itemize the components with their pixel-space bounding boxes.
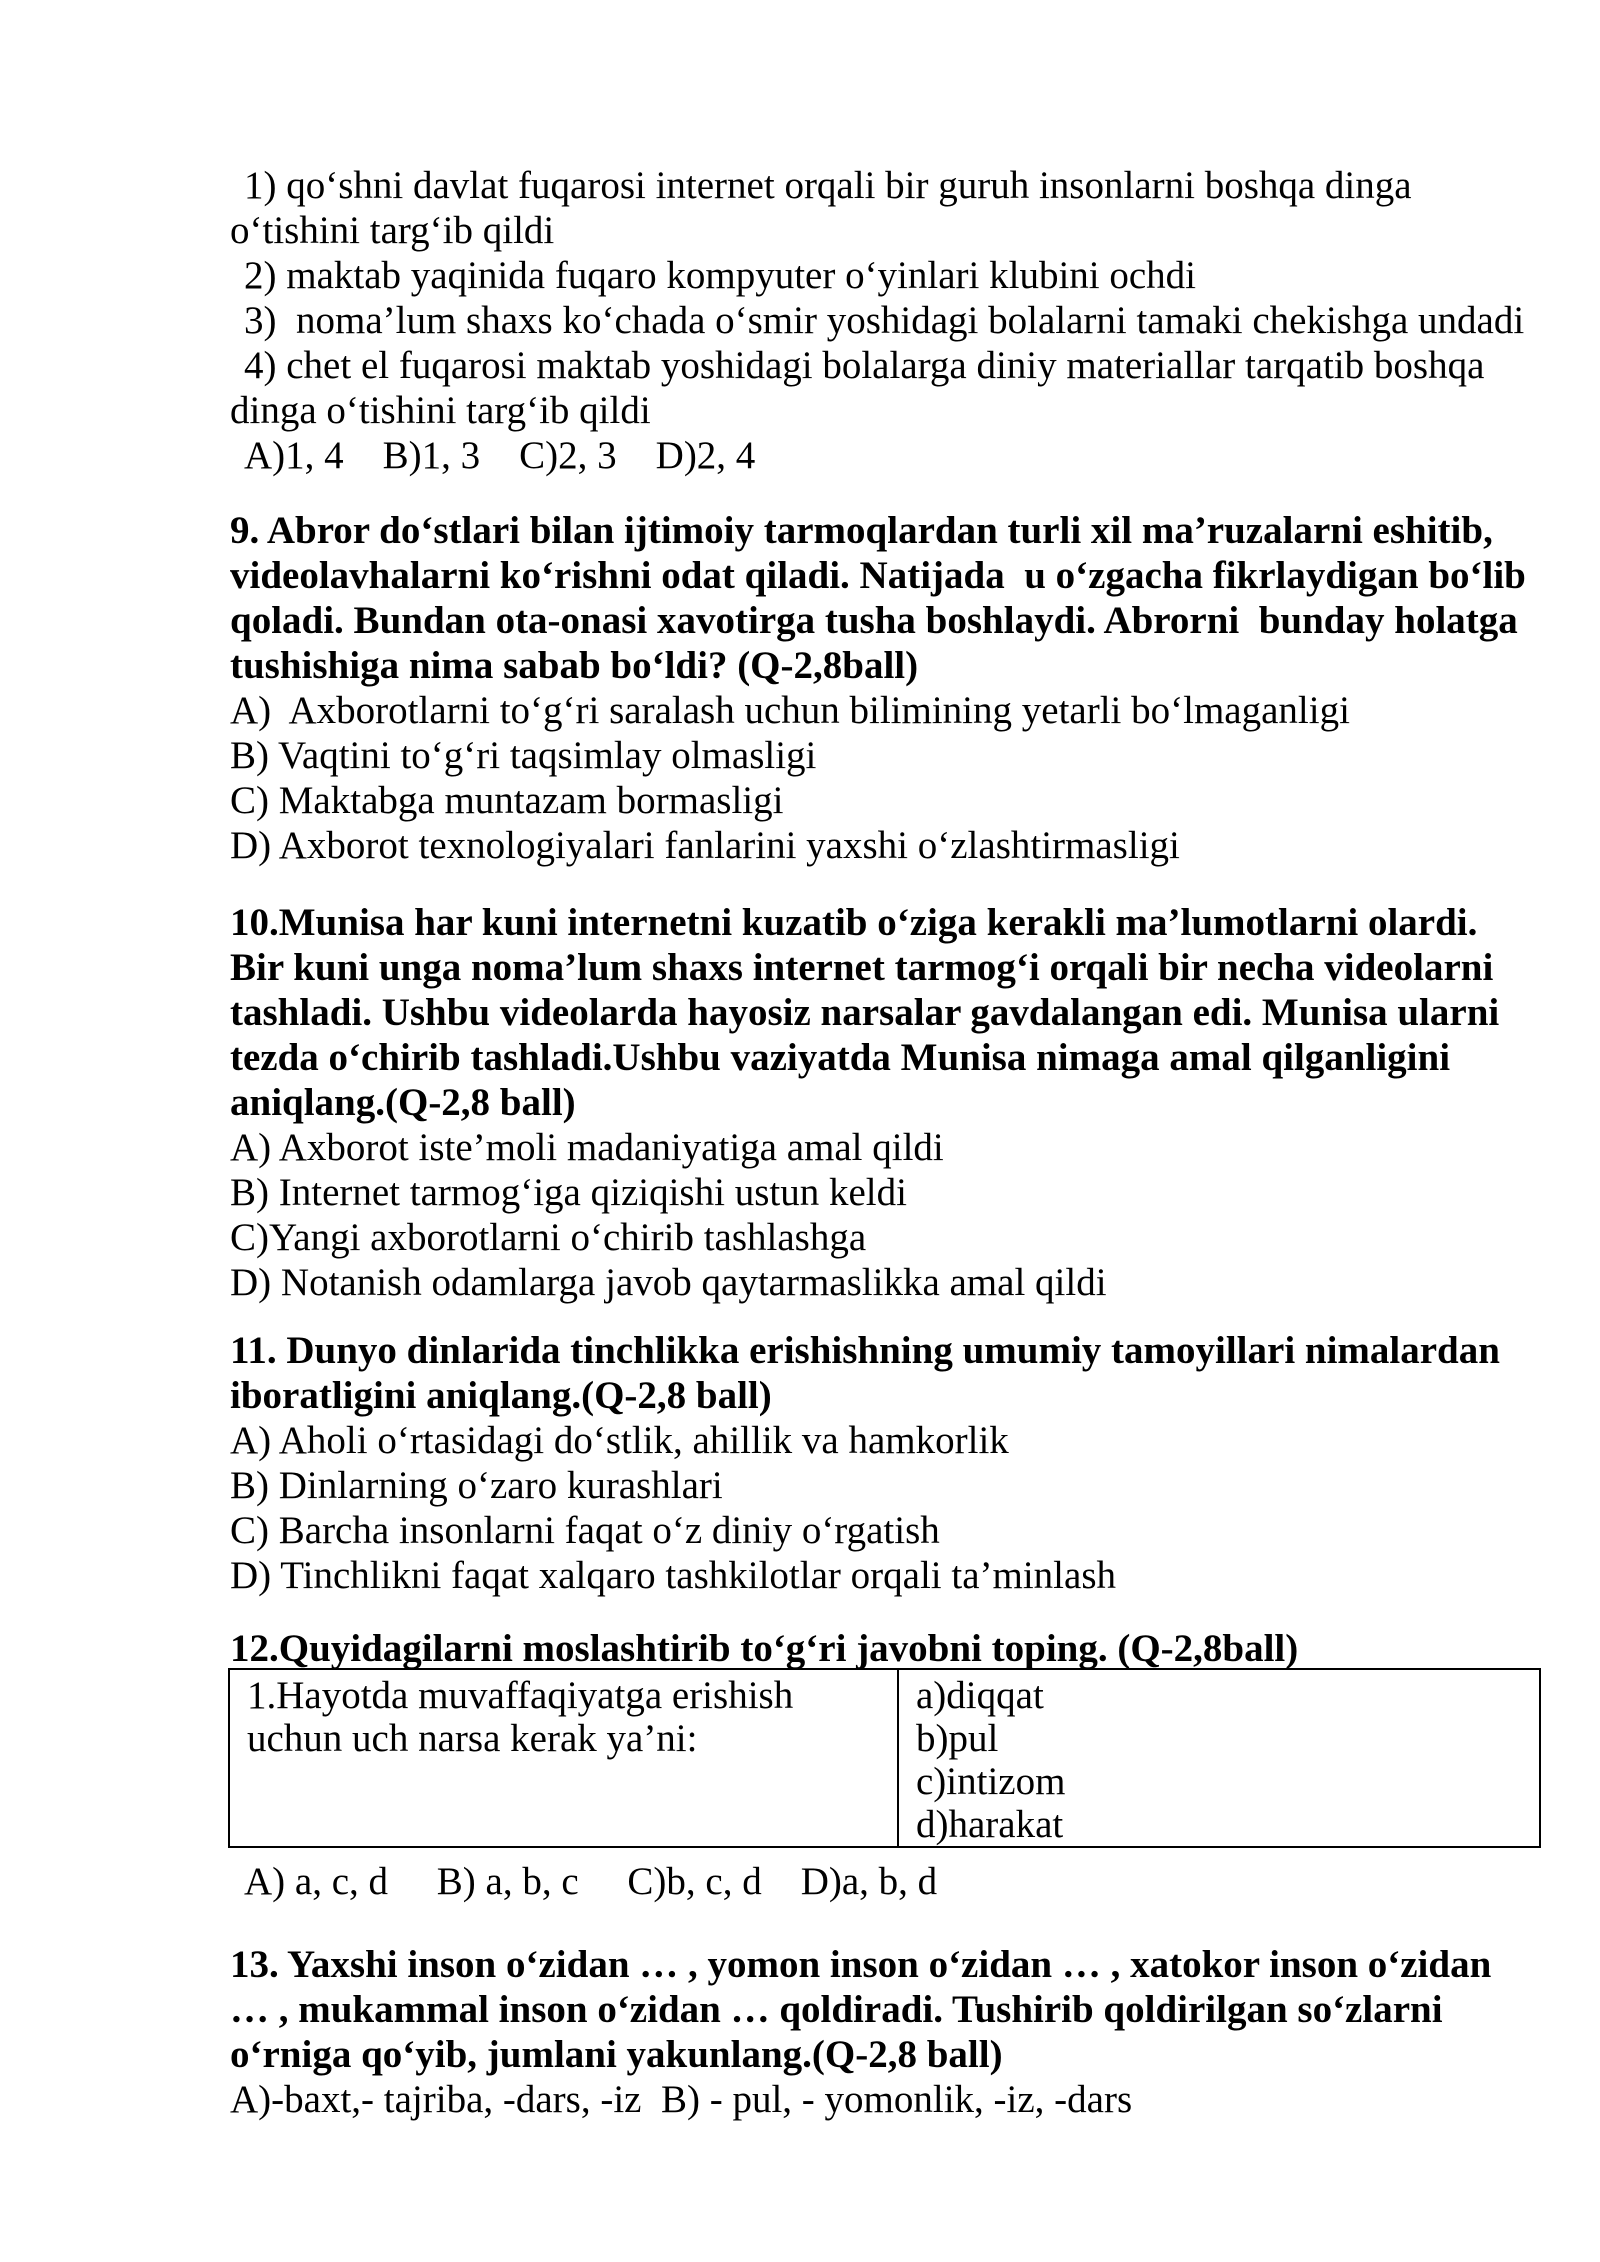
q9-option-b: B) Vaqtini to‘g‘ri taqsimlay olmasligi [230,734,817,777]
q12-table-row [229,1669,1540,1847]
q12-table-left-cell [229,1669,898,1847]
q8-item-1-line-2: o‘tishini targ‘ib qildi [230,209,555,252]
q11-option-a: A) Aholi o‘rtasidagi do‘stlik, ahillik va hamkorlik [230,1419,1009,1462]
q9-stem-line-4: tushishiga nima sabab bo‘ldi? (Q-2,8ball) [230,644,919,687]
q10-option-d: D) Notanish odamlarga javob qaytarmaslikka amal qildi [230,1261,1107,1304]
q8-answer-options: A)1, 4 B)1, 3 C)2, 3 D)2, 4 [244,434,756,477]
q12-left-line-1: 1.Hayotda muvaffaqiyatga erishish [247,1674,794,1717]
q8-item-2: 2) maktab yaqinida fuqaro kompyuter o‘yinlari klubini ochdi [244,254,1197,297]
q10-option-b: B) Internet tarmog‘iga qiziqishi ustun keldi [230,1171,907,1214]
question-11-block [230,1328,1540,1598]
q10-stem-line-3: tashladi. Ushbu videolarda hayosiz narsalar gavdalangan edi. Munisa ularni [230,991,1500,1034]
q12-right-item-b: b)pul [916,1717,999,1760]
q9-option-a: A) Axborotlarni to‘g‘ri saralash uchun bilimining yetarli bo‘lmaganligi [230,689,1350,732]
q9-stem-line-2: videolavhalarni ko‘rishni odat qiladi. Natijada u o‘zgacha fikrlaydigan bo‘lib [230,554,1526,597]
q13-stem-line-3: o‘rniga qo‘yib, jumlani yakunlang.(Q-2,8 ball) [230,2033,1003,2076]
q12-heading: 12.Quyidagilarni moslashtirib to‘g‘ri javobni toping. (Q-2,8ball) [230,1627,1299,1670]
q12-right-item-c: c)intizom [916,1760,1066,1803]
q13-answer-options: A)-baxt,- tajriba, -dars, -iz B) - pul, - yomonlik, -iz, -dars [230,2078,1133,2121]
q8-item-3: 3) noma’lum shaxs ko‘chada o‘smir yoshidagi bolalarni tamaki chekishga undadi [244,299,1525,342]
q12-left-line-2: uchun uch narsa kerak ya’ni: [247,1717,698,1760]
q9-stem-line-3: qoladi. Bundan ota-onasi xavotirga tusha boshlaydi. Abrorni bunday holatga [230,599,1518,642]
q8-item-4-line-2: dinga o‘tishini targ‘ib qildi [230,389,651,432]
q11-stem-line-2: iboratligini aniqlang.(Q-2,8 ball) [230,1374,772,1417]
q13-stem-line-2: … , mukammal inson o‘zidan … qoldiradi. Tushirib qoldirilgan so‘zlarni [230,1988,1443,2031]
q10-stem-line-4: tezda o‘chirib tashladi.Ushbu vaziyatda Munisa nimaga amal qilganligini [230,1036,1451,1079]
question-8-block [230,163,1540,478]
q11-option-d: D) Tinchlikni faqat xalqaro tashkilotlar orqali ta’minlash [230,1554,1116,1597]
q10-option-a: A) Axborot iste’moli madaniyatiga amal qildi [230,1126,944,1169]
q11-stem-line-1: 11. Dunyo dinlarida tinchlikka erishishning umumiy tamoyillari nimalardan [230,1329,1500,1372]
q12-right-item-a: a)diqqat [916,1674,1044,1717]
q10-stem-line-2: Bir kuni unga noma’lum shaxs internet tarmog‘i orqali bir necha videolarni [230,946,1494,989]
q10-stem-line-5: aniqlang.(Q-2,8 ball) [230,1081,576,1124]
q12-answer-options: A) a, c, d B) a, b, c C)b, c, d D)a, b, d [244,1860,938,1903]
q8-item-1-line-1: 1) qo‘shni davlat fuqarosi internet orqali bir guruh insonlarni boshqa dinga [244,164,1412,207]
q11-option-c: C) Barcha insonlarni faqat o‘z diniy o‘rgatish [230,1509,940,1552]
q11-option-b: B) Dinlarning o‘zaro kurashlari [230,1464,723,1507]
q9-option-d: D) Axborot texnologiyalari fanlarini yaxshi o‘zlashtirmasligi [230,824,1180,867]
q12-table-right-cell [898,1669,1540,1847]
q12-matching-table [228,1668,1541,1848]
question-10-block [230,900,1540,1305]
q10-option-c: C)Yangi axborotlarni o‘chirib tashlashga [230,1216,867,1259]
question-13-block [230,1942,1540,2122]
question-12-block [230,1627,1540,1904]
q13-stem-line-1: 13. Yaxshi inson o‘zidan … , yomon inson o‘zidan … , xatokor inson o‘zidan [230,1943,1492,1986]
q9-option-c: C) Maktabga muntazam bormasligi [230,779,784,822]
q12-right-item-d: d)harakat [916,1803,1064,1846]
question-9-block [230,508,1540,868]
q8-item-4-line-1: 4) chet el fuqarosi maktab yoshidagi bolalarga diniy materiallar tarqatib boshqa [244,344,1485,387]
q10-stem-line-1: 10.Munisa har kuni internetni kuzatib o‘ziga kerakli ma’lumotlarni olardi. [230,901,1478,944]
q9-stem-line-1: 9. Abror do‘stlari bilan ijtimoiy tarmoqlardan turli xil ma’ruzalarni eshitib, [230,509,1493,552]
